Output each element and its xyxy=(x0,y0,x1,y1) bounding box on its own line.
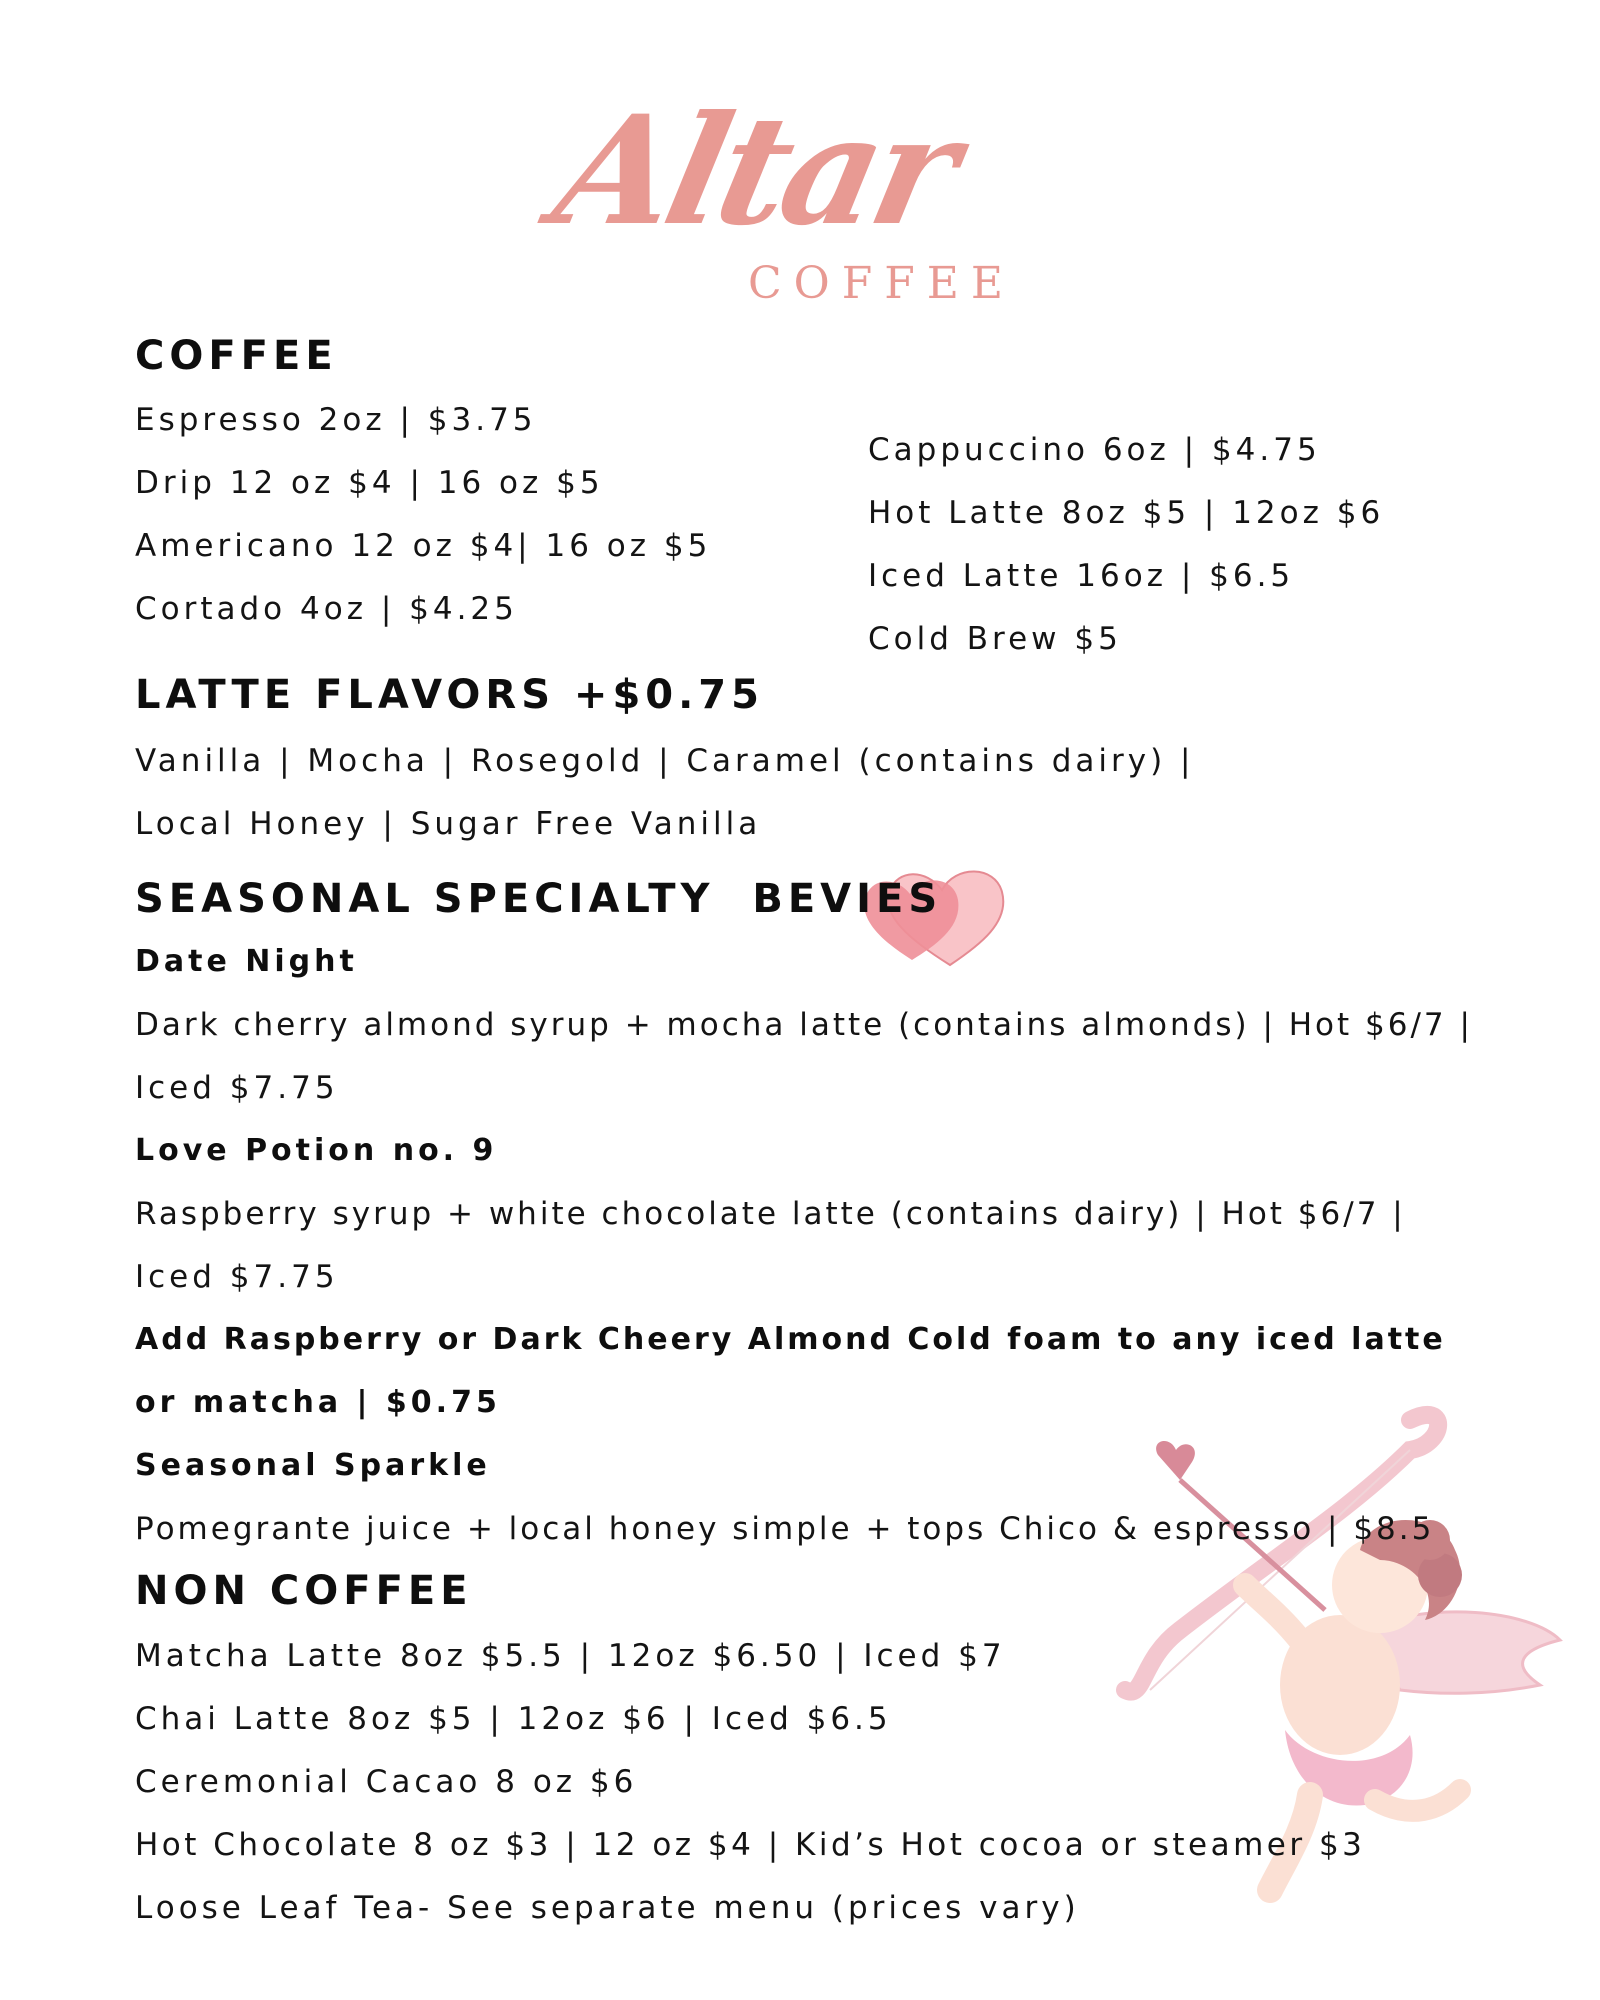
heading-latte-flavors: LATTE FLAVORS +$0.75 xyxy=(135,672,764,718)
menu-item: Hot Latte 8oz $5 | 12oz $6 xyxy=(868,495,1385,531)
item-desc: Dark cherry almond syrup + mocha latte (contains almonds) | Hot $6/7 | xyxy=(135,1007,1473,1043)
menu-item: Matcha Latte 8oz $5.5 | 12oz $6.50 | Iced $7 xyxy=(135,1638,1006,1674)
menu-item: Cappuccino 6oz | $4.75 xyxy=(868,432,1321,468)
flavor-line: Vanilla | Mocha | Rosegold | Caramel (contains dairy) | xyxy=(135,743,1195,779)
menu-item: Cold Brew $5 xyxy=(868,621,1122,657)
logo-coffee: COFFEE xyxy=(748,258,1016,309)
menu-item: Americano 12 oz $4| 16 oz $5 xyxy=(135,528,712,564)
menu-item: Ceremonial Cacao 8 oz $6 xyxy=(135,1764,638,1800)
cold-foam-note: or matcha | $0.75 xyxy=(135,1385,501,1420)
menu-item: Chai Latte 8oz $5 | 12oz $6 | Iced $6.5 xyxy=(135,1701,892,1737)
heading-non-coffee: NON COFFEE xyxy=(135,1568,473,1614)
cold-foam-note: Add Raspberry or Dark Cheery Almond Cold foam to any iced latte xyxy=(135,1322,1446,1357)
menu-item: Hot Chocolate 8 oz $3 | 12 oz $4 | Kid’s Hot cocoa or steamer $3 xyxy=(135,1827,1366,1863)
menu-item: Espresso 2oz | $3.75 xyxy=(135,402,537,438)
heading-coffee: COFFEE xyxy=(135,333,338,379)
flavor-line: Local Honey | Sugar Free Vanilla xyxy=(135,806,762,842)
item-desc: Iced $7.75 xyxy=(135,1259,339,1295)
item-name-love-potion: Love Potion no. 9 xyxy=(135,1133,498,1168)
menu-item: Cortado 4oz | $4.25 xyxy=(135,591,518,627)
menu-item: Loose Leaf Tea- See separate menu (prices vary) xyxy=(135,1890,1080,1926)
heading-seasonal: SEASONAL SPECIALTY BEVIES xyxy=(135,876,943,922)
menu-item: Drip 12 oz $4 | 16 oz $5 xyxy=(135,465,604,501)
item-desc: Iced $7.75 xyxy=(135,1070,339,1106)
logo-altar: Altar xyxy=(541,83,968,259)
menu-item: Iced Latte 16oz | $6.5 xyxy=(868,558,1295,594)
item-name-sparkle: Seasonal Sparkle xyxy=(135,1448,491,1483)
item-name-date-night: Date Night xyxy=(135,944,358,979)
item-desc: Raspberry syrup + white chocolate latte (contains dairy) | Hot $6/7 | xyxy=(135,1196,1406,1232)
item-desc: Pomegrante juice + local honey simple + tops Chico & espresso | $8.5 xyxy=(135,1511,1435,1547)
